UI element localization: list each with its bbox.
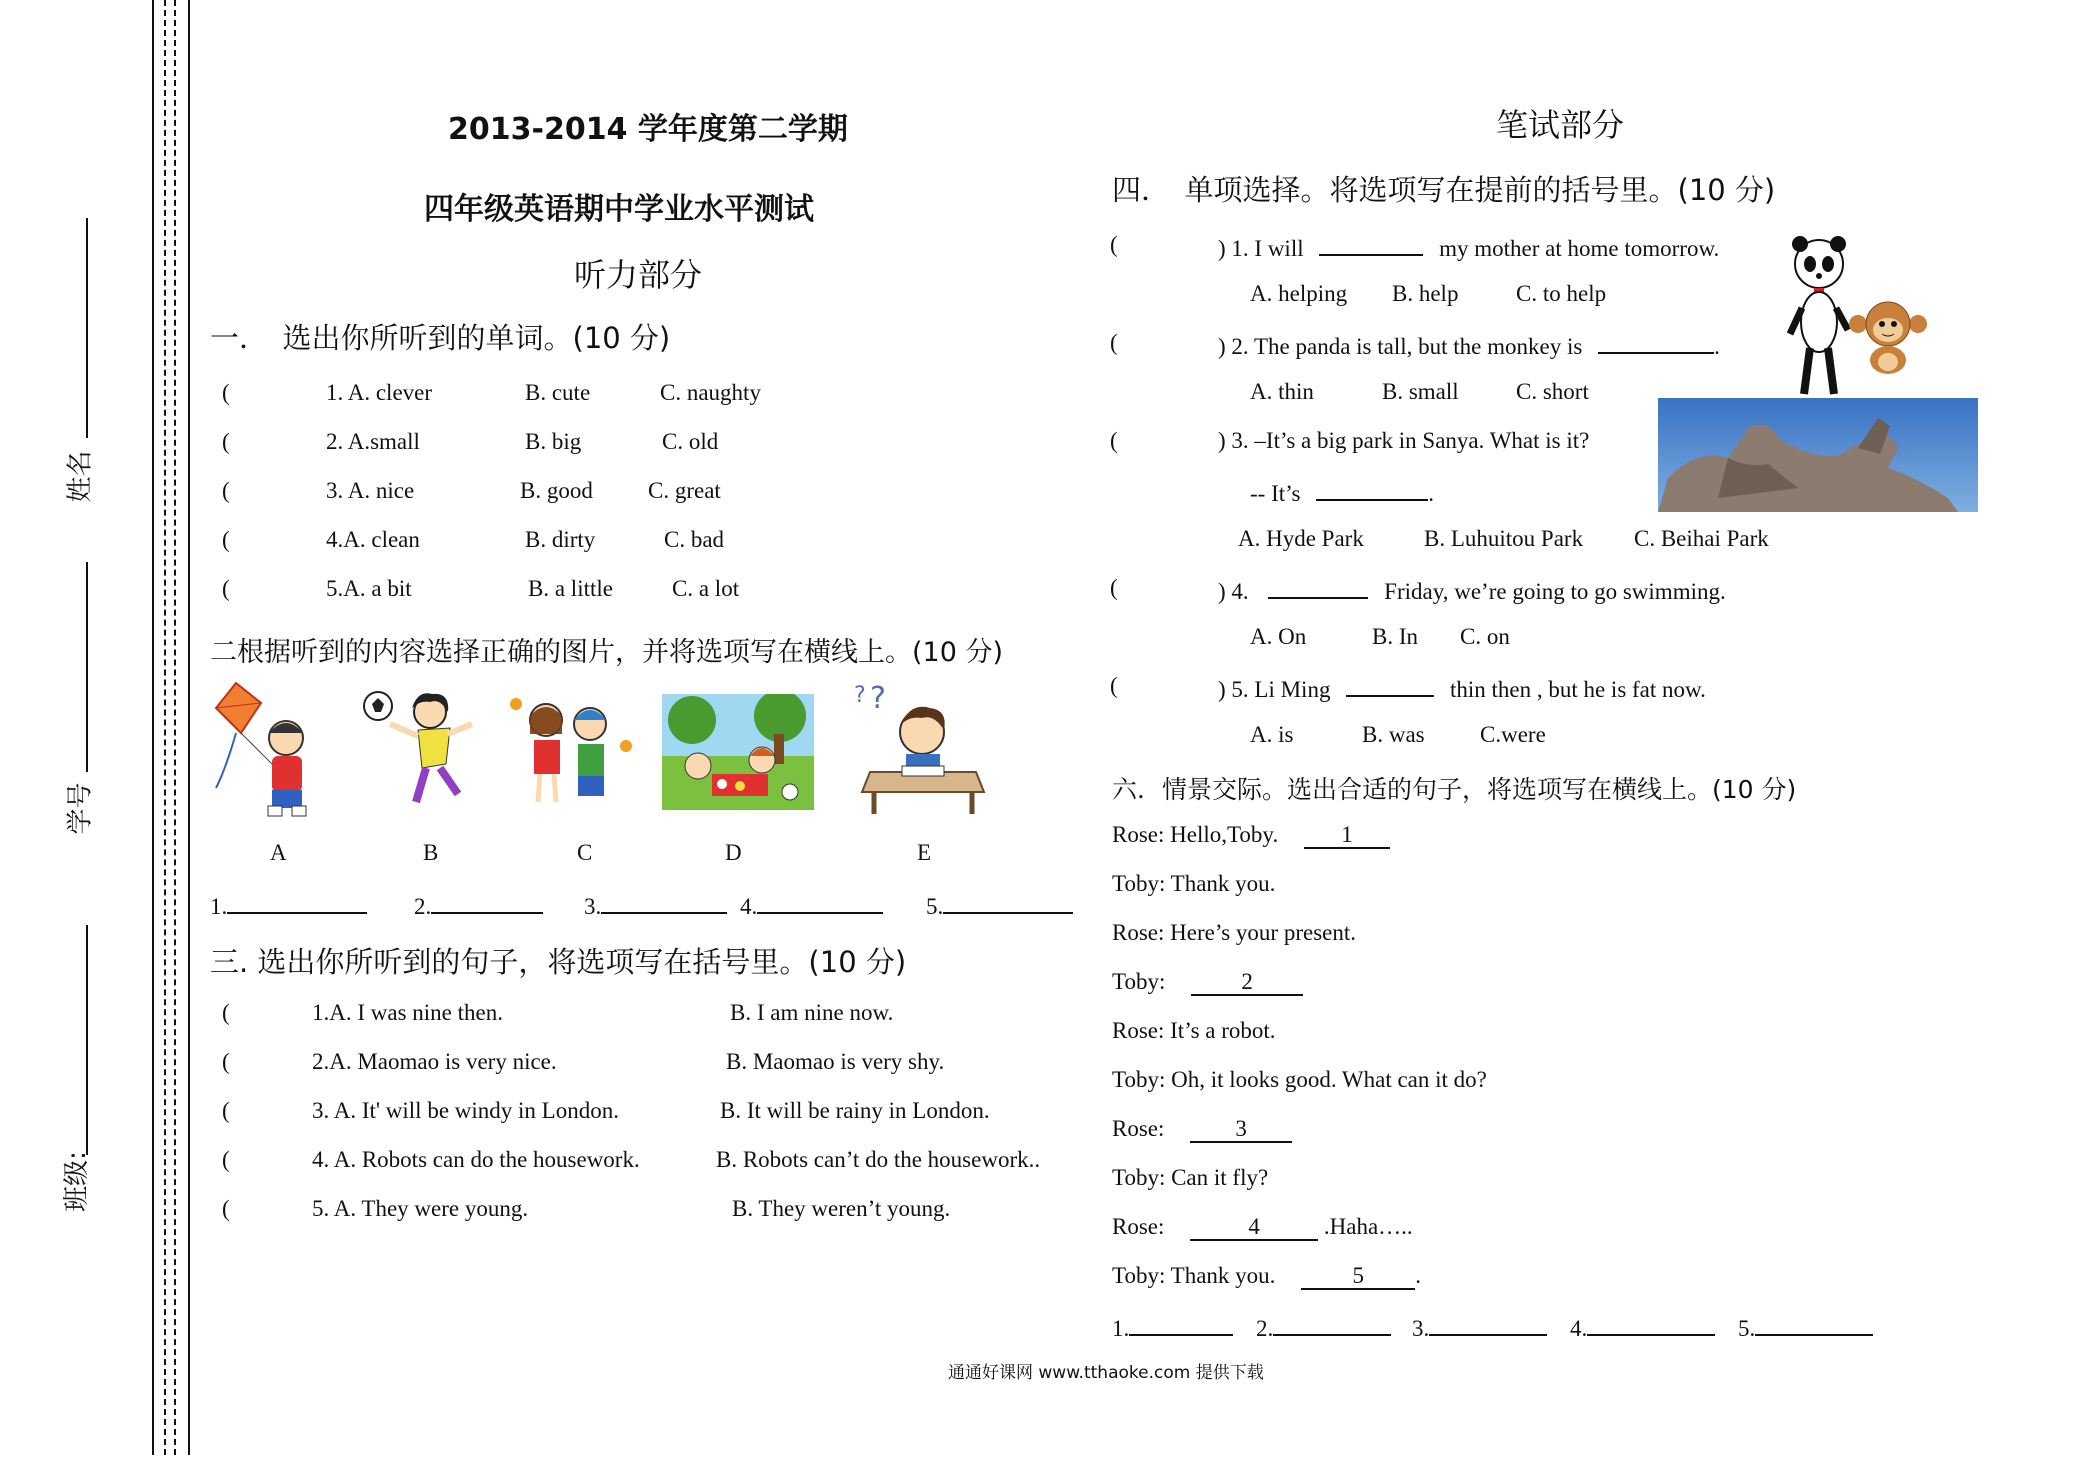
s6-answer-4: [1570, 1312, 1715, 1342]
list-item: C. great: [648, 478, 721, 503]
list-item: C. naughty: [660, 380, 761, 405]
paren[interactable]: (: [1110, 428, 1118, 453]
answer-number: 4.: [1570, 1316, 1588, 1341]
s6-answer-1: [1112, 1312, 1233, 1342]
q2-option-a: A. thin: [1250, 379, 1314, 404]
binding-line-dashed-2: [174, 0, 176, 1455]
paren[interactable]: (: [222, 1049, 230, 1074]
list-item: B. Maomao is very shy.: [726, 1049, 945, 1074]
q5-option-a: A. is: [1250, 722, 1294, 747]
answer-number: 3.: [1412, 1316, 1430, 1341]
q3-option-c: C. Beihai Park: [1634, 526, 1769, 551]
q3-stem: ) 3. –It’s a big park in Sanya. What is it?: [1218, 428, 1590, 453]
list-item: B. It will be rainy in London.: [720, 1098, 990, 1123]
q3-answer-prefix: -- It’s: [1250, 481, 1301, 506]
dialogue-line-4: [1112, 969, 1303, 996]
answer-blank[interactable]: [601, 890, 727, 914]
q1-option-b: B. help: [1392, 281, 1459, 306]
list-item: B. They weren’t young.: [732, 1196, 951, 1221]
answer-blank[interactable]: [943, 890, 1073, 914]
answer-number: 5.: [926, 894, 944, 919]
binding-line-solid-2: [188, 0, 190, 1455]
picture-b-football-boy: [360, 684, 480, 814]
q4-stem: ) 4.: [1218, 579, 1249, 604]
dialogue-text: Rose:: [1112, 1214, 1165, 1239]
paren[interactable]: (: [1110, 330, 1118, 355]
dialogue-text: Toby:: [1112, 969, 1166, 994]
q3-option-b: B. Luhuitou Park: [1424, 526, 1584, 551]
q2-option-b: B. small: [1382, 379, 1459, 404]
q4-blank[interactable]: [1268, 575, 1368, 599]
q4-stem-end: Friday, we’re going to go swimming.: [1384, 579, 1726, 604]
list-item: B. a little: [528, 576, 613, 601]
dialogue-line-8: Toby: Can it fly?: [1112, 1165, 1269, 1190]
dialogue-blank-2[interactable]: 2: [1191, 970, 1303, 996]
list-item: B. Robots can’t do the housework..: [716, 1147, 1041, 1172]
q2-stem: ) 2. The panda is tall, but the monkey is: [1218, 334, 1583, 359]
class-label: 班级:: [61, 1151, 92, 1212]
section6-heading: 六．情景交际。选出合适的句子，将选项写在横线上。(10 分): [1112, 775, 1797, 804]
panda-illustration: [1786, 234, 1852, 400]
q5-stem-end: thin then , but he is fat now.: [1449, 677, 1706, 702]
section4-heading: 四． 单项选择。将选项写在提前的括号里。(10 分): [1112, 173, 1776, 207]
dialogue-text: Rose: Hello,Toby.: [1112, 822, 1279, 847]
footer-credit: 通通好课网 www.tthaoke.com 提供下载: [948, 1363, 1264, 1383]
paren[interactable]: (: [1110, 673, 1118, 698]
q4-option-c: C. on: [1460, 624, 1510, 649]
picture-label-a: A: [270, 840, 287, 865]
picture-d-picnic: [662, 694, 814, 810]
answer-blank[interactable]: [1429, 1312, 1547, 1336]
q2-stem-end: .: [1714, 334, 1720, 359]
dialogue-line-2: Toby: Thank you.: [1112, 871, 1276, 896]
dialogue-line-1: [1112, 822, 1390, 849]
q4: [1218, 575, 1726, 605]
section3-heading: 三. 选出你所听到的句子，将选项写在括号里。(10 分): [210, 945, 907, 979]
q1-stem: ) 1. I will: [1218, 236, 1304, 261]
section2-heading: 二根据听到的内容选择正确的图片，并将选项写在横线上。(10 分): [210, 637, 1004, 668]
dialogue-line-7: [1112, 1116, 1292, 1143]
dialogue-blank-5[interactable]: 5: [1301, 1264, 1415, 1290]
dialogue-text-after: .Haha…..: [1323, 1214, 1413, 1239]
answer-blank[interactable]: [1587, 1312, 1715, 1336]
list-item: 4.A. clean: [326, 527, 420, 552]
q3-answer-line: [1250, 477, 1434, 507]
dialogue-line-3: Rose: Here’s your present.: [1112, 920, 1356, 945]
answer-number: 3.: [584, 894, 602, 919]
paren[interactable]: (: [222, 478, 230, 503]
answer-4: [740, 890, 883, 920]
exam-title: 四年级英语期中学业水平测试: [424, 192, 814, 227]
dialogue-blank-4[interactable]: 4: [1190, 1215, 1318, 1241]
picture-c-two-kids: [502, 690, 642, 815]
q5-stem: ) 5. Li Ming: [1218, 677, 1331, 702]
q3-blank[interactable]: [1316, 477, 1428, 501]
q1-option-a: A. helping: [1250, 281, 1348, 306]
paren[interactable]: (: [222, 380, 230, 405]
dialogue-blank-1[interactable]: 1: [1304, 823, 1390, 849]
answer-3: [584, 890, 727, 920]
list-item: B. dirty: [525, 527, 596, 552]
answer-blank[interactable]: [227, 890, 367, 914]
q4-option-a: A. On: [1250, 624, 1307, 649]
q5-option-c: C.were: [1480, 722, 1546, 747]
picture-e-boy-reading: [850, 680, 990, 815]
number-field-line[interactable]: [86, 562, 88, 772]
section1-heading: 一． 选出你所听到的单词。(10 分): [210, 321, 671, 355]
dialogue-text: Rose:: [1112, 1116, 1165, 1141]
answer-number: 2.: [414, 894, 432, 919]
paren[interactable]: (: [222, 576, 230, 601]
q1-stem-end: my mother at home tomorrow.: [1439, 236, 1720, 261]
q1-option-c: C. to help: [1516, 281, 1607, 306]
s6-answer-3: [1412, 1312, 1547, 1342]
picture-label-c: C: [577, 840, 593, 865]
monkey-illustration: [1848, 300, 1928, 376]
list-item: C. a lot: [672, 576, 740, 601]
paren[interactable]: (: [1110, 232, 1118, 257]
paren[interactable]: (: [222, 429, 230, 454]
q3-answer-end: .: [1428, 481, 1434, 506]
number-label: 学号: [65, 782, 96, 835]
svg-text:?: ?: [870, 681, 886, 716]
picture-label-e: E: [917, 840, 932, 865]
q4-option-b: B. In: [1372, 624, 1418, 649]
answer-blank[interactable]: [431, 890, 543, 914]
answer-blank[interactable]: [1273, 1312, 1391, 1336]
q3-option-a: A. Hyde Park: [1238, 526, 1364, 551]
dialogue-line-10: [1112, 1263, 1421, 1290]
list-item: 5. A. They were young.: [312, 1196, 529, 1221]
answer-blank[interactable]: [757, 890, 883, 914]
list-item: 2. A.small: [326, 429, 420, 454]
list-item: C. old: [662, 429, 719, 454]
q5: [1218, 673, 1706, 703]
q5-option-b: B. was: [1362, 722, 1425, 747]
dialogue-line-5: Rose: It’s a robot.: [1112, 1018, 1276, 1043]
answer-number: 1.: [210, 894, 228, 919]
answer-blank[interactable]: [1129, 1312, 1233, 1336]
list-item: 2.A. Maomao is very nice.: [312, 1049, 557, 1074]
picture-a-kite-boy: [206, 678, 326, 828]
dialogue-blank-3[interactable]: 3: [1190, 1117, 1292, 1143]
answer-blank[interactable]: [1755, 1312, 1873, 1336]
answer-number: 1.: [1112, 1316, 1130, 1341]
written-section-title: 笔试部分: [1496, 106, 1625, 144]
answer-number: 4.: [740, 894, 758, 919]
class-field-line[interactable]: [86, 925, 88, 1155]
paren[interactable]: (: [222, 527, 230, 552]
binding-line-solid: [152, 0, 154, 1455]
answer-1: [210, 890, 367, 920]
list-item: C. bad: [664, 527, 725, 552]
answer-number: 5.: [1738, 1316, 1756, 1341]
paren[interactable]: (: [1110, 575, 1118, 600]
list-item: 1.A. I was nine then.: [312, 1000, 503, 1025]
q2: [1218, 330, 1720, 360]
q5-blank[interactable]: [1346, 673, 1434, 697]
listening-section-title: 听力部分: [574, 256, 703, 294]
list-item: B. cute: [525, 380, 591, 405]
list-item: B. big: [525, 429, 582, 454]
s6-answer-2: [1256, 1312, 1391, 1342]
svg-text:?: ?: [854, 683, 866, 708]
list-item: 1. A. clever: [326, 380, 433, 405]
paren[interactable]: (: [222, 1147, 230, 1172]
paren[interactable]: (: [222, 1000, 230, 1025]
q2-option-c: C. short: [1516, 379, 1589, 404]
list-item: B. good: [520, 478, 593, 503]
dialogue-text: Toby: Thank you.: [1112, 1263, 1276, 1288]
list-item: B. I am nine now.: [730, 1000, 894, 1025]
q1: [1218, 232, 1719, 262]
answer-number: 2.: [1256, 1316, 1274, 1341]
dialogue-text-after: .: [1415, 1263, 1421, 1288]
year-title: 2013-2014 学年度第二学期: [448, 112, 848, 147]
binding-line-dashed-1: [164, 0, 166, 1455]
q2-blank[interactable]: [1598, 330, 1714, 354]
q1-blank[interactable]: [1319, 232, 1423, 256]
answer-5: [926, 890, 1073, 920]
list-item: 5.A. a bit: [326, 576, 412, 601]
name-field-line[interactable]: [86, 218, 88, 438]
paren[interactable]: (: [222, 1196, 230, 1221]
paren[interactable]: (: [222, 1098, 230, 1123]
list-item: 3. A. It' will be windy in London.: [312, 1098, 619, 1123]
picture-label-d: D: [725, 840, 742, 865]
dialogue-line-6: Toby: Oh, it looks good. What can it do?: [1112, 1067, 1487, 1092]
picture-label-b: B: [423, 840, 439, 865]
s6-answer-5: [1738, 1312, 1873, 1342]
name-label: 姓名: [65, 450, 96, 503]
sanya-park-photo: [1658, 398, 1978, 512]
dialogue-line-9: [1112, 1214, 1413, 1241]
list-item: 4. A. Robots can do the housework.: [312, 1147, 640, 1172]
list-item: 3. A. nice: [326, 478, 415, 503]
answer-2: [414, 890, 543, 920]
